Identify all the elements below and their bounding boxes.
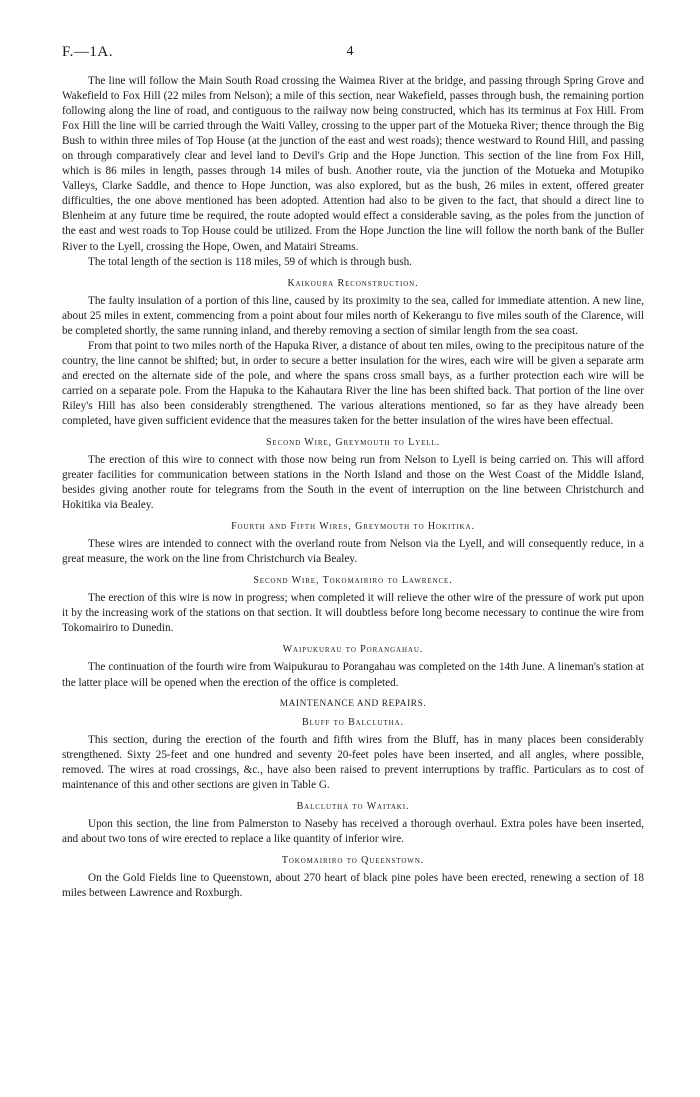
body-paragraph: The erection of this wire to connect with those now being run from Nelson to Lyell is being carried on. This will afford greater facilities for communication between stations in the North Island and those on the West Coast of the Middle Island, besides giving another route for telegrams from the South in the event of interruption on the line between Christchurch and Hokitika via Bealey.: [62, 454, 644, 512]
body-paragraph: The faulty insulation of a portion of this line, caused by its proximity to the sea, called for immediate attention. A new line, about 25 miles in extent, commencing from a point about four miles north of Kekerangu to five miles south of the Clarence, will be completed shortly, the same running inland, and thereby removing a section of similar length from the sea coast.: [62, 294, 644, 337]
body-paragraph: The total length of the section is 118 miles, 59 of which is through bush.: [88, 255, 412, 268]
section-heading: Fourth and Fifth Wires, Greymouth to Hokitika.: [231, 521, 475, 533]
section-heading: Balclutha to Waitaki.: [296, 800, 410, 812]
section-heading: Tokomairiro to Queenstown.: [281, 854, 425, 866]
document-body: [62, 74, 644, 901]
section-heading: Bluff to Balclutha.: [302, 716, 404, 728]
section-heading: Second Wire, Tokomairiro to Lawrence.: [253, 575, 453, 587]
body-paragraph: The continuation of the fourth wire from Waipukurau to Porangahau was completed on the 14th June. A lineman's station at the latter place will be opened when the erection of the office is completed.: [62, 661, 644, 689]
body-paragraph: Upon this section, the line from Palmerston to Naseby has received a thorough overhaul. Extra poles have been inserted, and about two tons of wire erected to replace a like quantity of inferior wire.: [62, 817, 644, 845]
page-number: 4: [346, 44, 354, 59]
section-heading: Kaikoura Reconstruction.: [287, 277, 419, 289]
section-heading: Second Wire, Greymouth to Lyell.: [265, 437, 441, 449]
body-paragraph: The line will follow the Main South Road crossing the Waimea River at the bridge, and passing through Spring Grove and Wakefield to Fox Hill (22 miles from Nelson); a mile of this section, near Wakefield, passes through bush, the remaining portion following along the line of road, and contiguous to the railway now being constructed, which has its terminus at Fox Hill. From Fox Hill the line will be carried through the Waiti Valley, crossing to the upper part of the Motueka River; thence through the Big Bush to within three miles of Top House (at the junction of the east and west roads); thence westward to Round Hill, and passing on through comparatively clear and level land to Devil's Grip and the Hope Junction. This section of the line from Fox Hill, which is 86 miles in length, passes through 14 miles of bush. Another route, via the junction of the Motueka and Motupiko Valleys, Clarke Saddle, and thence to Hope Junction, was also explored, but as the bush, 26 miles in extent, offered greater difficulties, the one above mentioned has been adopted. Attention had also to be given to the fact, that should a direct line to Blenheim at any future time be required, the route adopted would effect a considerable saving, as the poles from the junction of the east and west roads to Top House could be utilized. From the Hope Junction the line will follow the north bank of the Buller River to the Lyell, crossing the Hope, Owen, and Matairi Streams.: [62, 75, 644, 253]
document-reference: F.—1A.: [62, 44, 113, 60]
body-paragraph: On the Gold Fields line to Queenstown, about 270 heart of black pine poles have been erected, renewing a section of 18 miles between Lawrence and Roxburgh.: [62, 871, 644, 899]
section-heading: MAINTENANCE AND REPAIRS.: [279, 698, 427, 709]
body-paragraph: These wires are intended to connect with the overland route from Nelson via the Lyell, and will consequently reduce, in a great measure, the work on the line from Christchurch via Bealey.: [62, 538, 644, 566]
section-heading: Waipukurau to Porangahau.: [282, 644, 424, 656]
body-paragraph: From that point to two miles north of the Hapuka River, a distance of about ten miles, owing to the precipitous nature of the country, the line cannot be shifted; but, in order to secure a better insulation for the wires, each wire will be given a separate arm and erected on the alternate side of the pole, and where the spans cross small bays, as a further protection each wire will be carried on a separate pole. From the Hapuka to the Kahautara River the line has been shifted back. That portion of the line over Riley's Hill has also been considerably strengthened. The various alterations mentioned, so far as they have already been completed, have given sufficient evidence that the measures taken for the better insulation of the wires have been effectual.: [62, 339, 644, 427]
body-paragraph: The erection of this wire is now in progress; when completed it will relieve the other wire of the pressure of work put upon it by the increasing work of the stations on that section. It will doubtless before long become necessary to continue the wire from Tokomairiro to Dunedin.: [62, 592, 644, 635]
body-paragraph: This section, during the erection of the fourth and fifth wires from the Bluff, has in many places been considerably strengthened. Sixty 25-feet and one hundred and seventy 20-feet poles have been inserted, and all angles, where possible, removed. The wires at road crossings, &c., have also been raised to prevent interruptions by traffic. Particulars as to cost of maintenance of this and other sections are given in Table G.: [62, 733, 644, 791]
